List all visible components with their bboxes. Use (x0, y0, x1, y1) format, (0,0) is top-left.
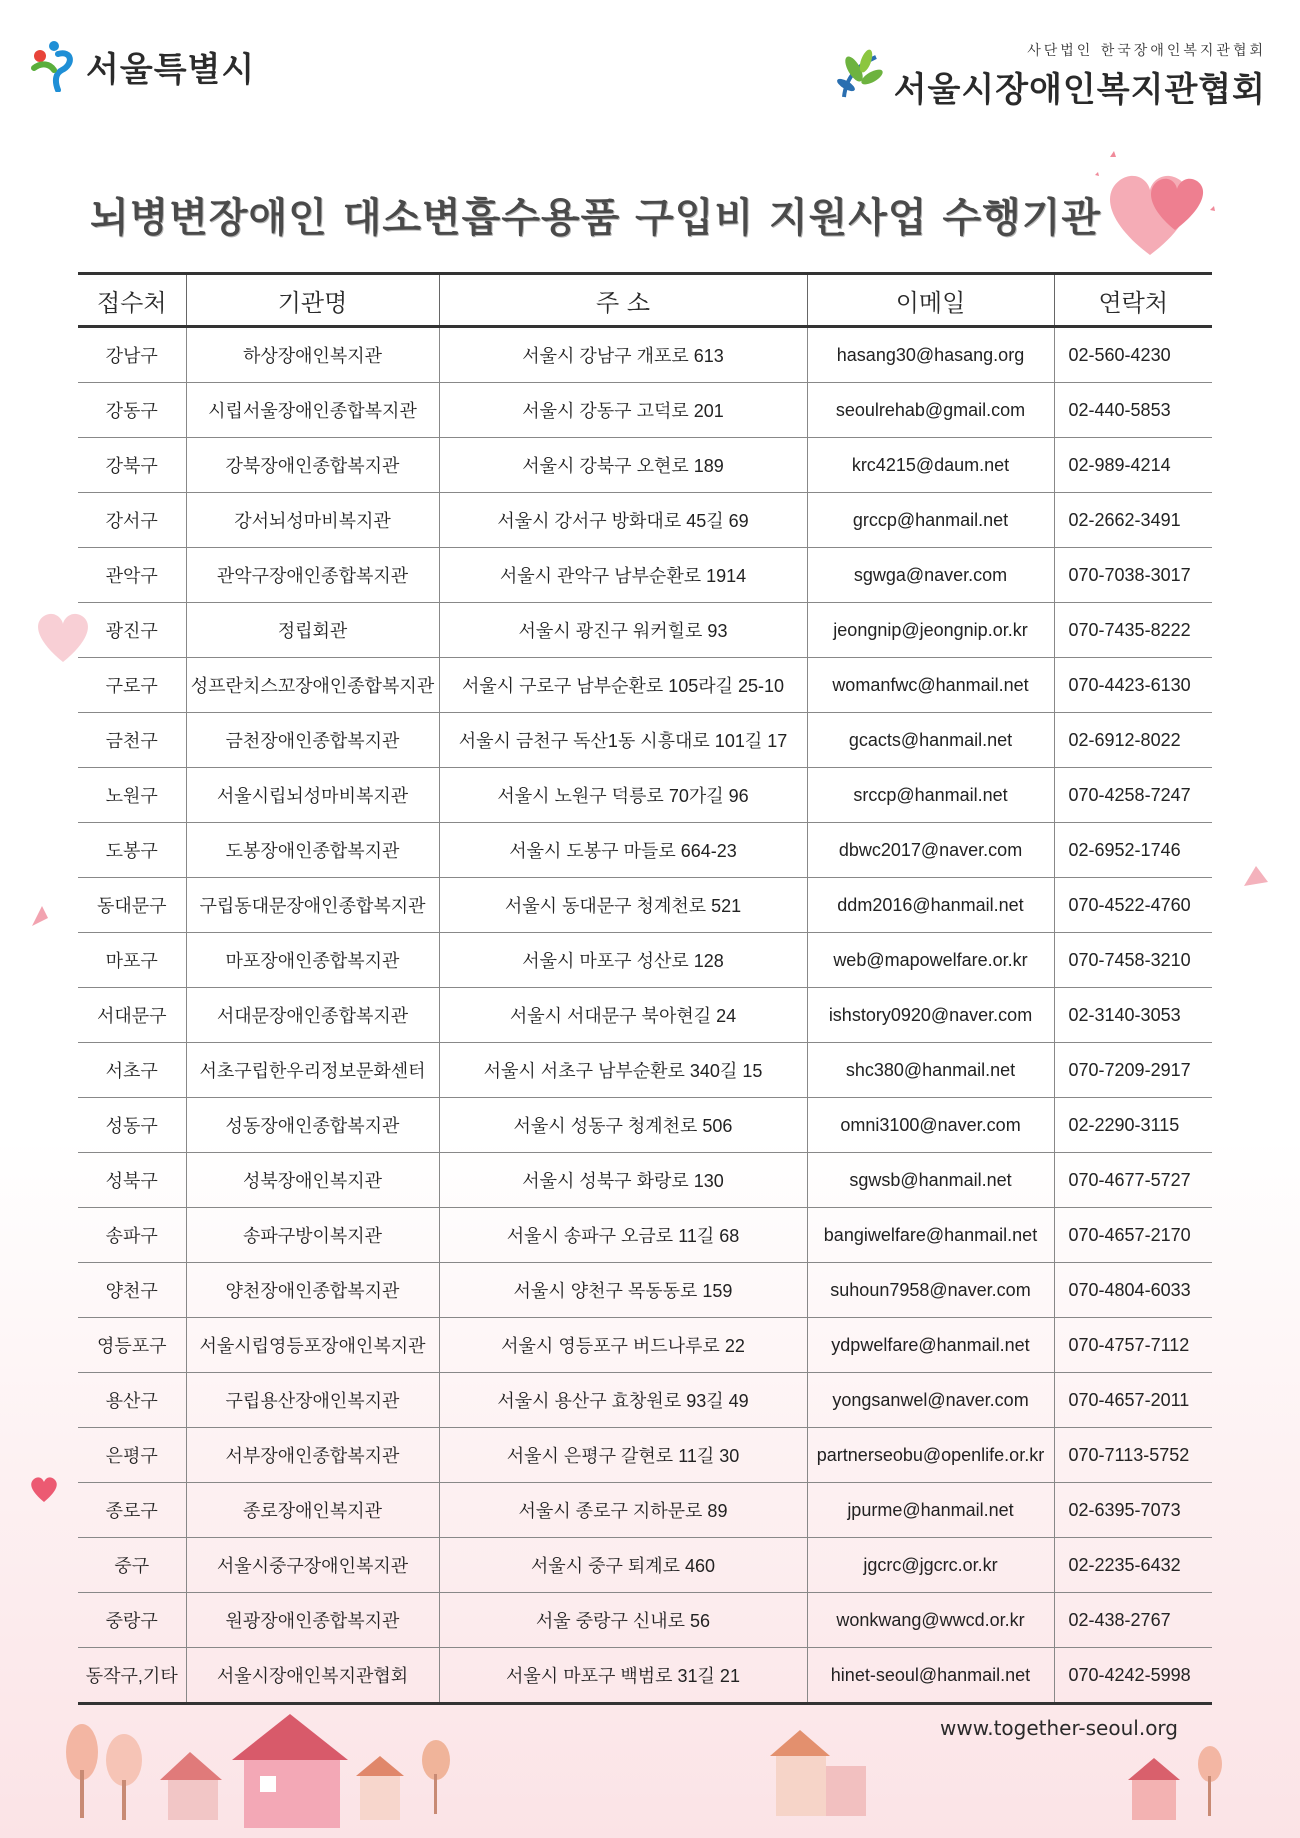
cell-reception: 금천구 (78, 713, 186, 768)
cell-reception: 동대문구 (78, 878, 186, 933)
cell-institution: 서울시중구장애인복지관 (186, 1538, 439, 1593)
cell-institution: 양천장애인종합복지관 (186, 1263, 439, 1318)
seoul-city-name: 서울특별시 (86, 49, 256, 90)
cell-address: 서울시 노원구 덕릉로 70가길 96 (439, 768, 807, 823)
cell-email: bangiwelfare@hanmail.net (807, 1208, 1054, 1263)
cell-institution: 강북장애인종합복지관 (186, 438, 439, 493)
cell-reception: 강북구 (78, 438, 186, 493)
cell-reception: 관악구 (78, 548, 186, 603)
cell-address: 서울 중랑구 신내로 56 (439, 1593, 807, 1648)
cell-institution: 서초구립한우리정보문화센터 (186, 1043, 439, 1098)
cell-email: srccp@hanmail.net (807, 768, 1054, 823)
cell-contact: 02-438-2767 (1054, 1593, 1212, 1648)
cell-address: 서울시 관악구 남부순환로 1914 (439, 548, 807, 603)
table-row (78, 493, 1212, 548)
cell-institution: 서울시립뇌성마비복지관 (186, 768, 439, 823)
cell-contact: 02-560-4230 (1054, 327, 1212, 383)
table-row (78, 1373, 1212, 1428)
cell-reception: 영등포구 (78, 1318, 186, 1373)
house-icon (1128, 1758, 1180, 1780)
cell-contact: 070-4522-4760 (1054, 878, 1212, 933)
association-logo (836, 40, 1266, 111)
table-row (78, 1428, 1212, 1483)
table-row (78, 1648, 1212, 1704)
cell-contact: 02-6395-7073 (1054, 1483, 1212, 1538)
table-row (78, 1263, 1212, 1318)
cell-institution: 종로장애인복지관 (186, 1483, 439, 1538)
cell-institution: 하상장애인복지관 (186, 327, 439, 383)
heart-small-right-icon (1240, 862, 1274, 892)
house-icon (770, 1730, 830, 1756)
seoul-city-logo (28, 40, 255, 92)
cell-email: omni3100@naver.com (807, 1098, 1054, 1153)
table-row (78, 933, 1212, 988)
cell-email: hinet-seoul@hanmail.net (807, 1648, 1054, 1704)
cell-contact: 070-7113-5752 (1054, 1428, 1212, 1483)
cell-reception: 강남구 (78, 327, 186, 383)
house-icon (232, 1714, 348, 1760)
cell-reception: 광진구 (78, 603, 186, 658)
cell-contact: 070-7458-3210 (1054, 933, 1212, 988)
column-header-reception: 접수처 (78, 274, 186, 327)
cell-address: 서울시 중구 퇴계로 460 (439, 1538, 807, 1593)
cell-institution: 관악구장애인종합복지관 (186, 548, 439, 603)
table-row (78, 823, 1212, 878)
cell-reception: 중랑구 (78, 1593, 186, 1648)
page-title: 뇌병변장애인 대소변흡수용품 구입비 지원사업 수행기관 (90, 195, 1102, 241)
table-row (78, 1208, 1212, 1263)
cell-address: 서울시 구로구 남부순환로 105라길 25-10 (439, 658, 807, 713)
cell-contact: 070-4657-2011 (1054, 1373, 1212, 1428)
cell-institution: 성프란치스꼬장애인종합복지관 (186, 658, 439, 713)
heart-small-left-icon (28, 900, 64, 930)
cell-email: dbwc2017@naver.com (807, 823, 1054, 878)
table-row (78, 1153, 1212, 1208)
cell-institution: 도봉장애인종합복지관 (186, 823, 439, 878)
cell-address: 서울시 도봉구 마들로 664-23 (439, 823, 807, 878)
cell-email: partnerseobu@openlife.or.kr (807, 1428, 1054, 1483)
cell-institution: 강서뇌성마비복지관 (186, 493, 439, 548)
cell-address: 서울시 강남구 개포로 613 (439, 327, 807, 383)
column-header-institution: 기관명 (186, 274, 439, 327)
cell-email: sgwga@naver.com (807, 548, 1054, 603)
cell-contact: 070-4677-5727 (1054, 1153, 1212, 1208)
cell-address: 서울시 성동구 청계천로 506 (439, 1098, 807, 1153)
cell-reception: 마포구 (78, 933, 186, 988)
cell-institution: 성동장애인종합복지관 (186, 1098, 439, 1153)
cell-reception: 성북구 (78, 1153, 186, 1208)
cell-reception: 서초구 (78, 1043, 186, 1098)
table-row (78, 988, 1212, 1043)
cell-address: 서울시 송파구 오금로 11길 68 (439, 1208, 807, 1263)
cell-address: 서울시 강동구 고덕로 201 (439, 383, 807, 438)
cell-email: hasang30@hasang.org (807, 327, 1054, 383)
cell-email: ishstory0920@naver.com (807, 988, 1054, 1043)
cell-reception: 강서구 (78, 493, 186, 548)
column-header-address: 주 소 (439, 274, 807, 327)
cell-reception: 서대문구 (78, 988, 186, 1043)
cell-email: seoulrehab@gmail.com (807, 383, 1054, 438)
table-row (78, 1538, 1212, 1593)
association-name: 서울시장애인복지관협회 (893, 70, 1266, 110)
table-row (78, 548, 1212, 603)
hearts-decoration-icon (1080, 135, 1230, 275)
cell-contact: 070-7435-8222 (1054, 603, 1212, 658)
cell-reception: 성동구 (78, 1098, 186, 1153)
cell-contact: 070-4657-2170 (1054, 1208, 1212, 1263)
cell-email: jeongnip@jeongnip.or.kr (807, 603, 1054, 658)
cell-institution: 서울시장애인복지관협회 (186, 1648, 439, 1704)
cell-email: sgwsb@hanmail.net (807, 1153, 1054, 1208)
cell-reception: 양천구 (78, 1263, 186, 1318)
table-row (78, 878, 1212, 933)
heart-red-left-icon (26, 1472, 62, 1506)
table-row (78, 1318, 1212, 1373)
seoul-symbol-icon (28, 40, 80, 92)
cell-address: 서울시 금천구 독산1동 시흥대로 101길 17 (439, 713, 807, 768)
cell-institution: 시립서울장애인종합복지관 (186, 383, 439, 438)
cell-address: 서울시 광진구 워커힐로 93 (439, 603, 807, 658)
cell-address: 서울시 마포구 성산로 128 (439, 933, 807, 988)
cell-institution: 서울시립영등포장애인복지관 (186, 1318, 439, 1373)
institution-table (78, 272, 1212, 1705)
cell-contact: 070-4757-7112 (1054, 1318, 1212, 1373)
cell-email: gcacts@hanmail.net (807, 713, 1054, 768)
house-icon (356, 1756, 404, 1776)
cell-email: ydpwelfare@hanmail.net (807, 1318, 1054, 1373)
cell-institution: 구립용산장애인복지관 (186, 1373, 439, 1428)
cell-email: shc380@hanmail.net (807, 1043, 1054, 1098)
table-row (78, 1593, 1212, 1648)
leaf-icon (836, 47, 886, 105)
cell-contact: 02-6912-8022 (1054, 713, 1212, 768)
cell-address: 서울시 은평구 갈현로 11길 30 (439, 1428, 807, 1483)
cell-address: 서울시 영등포구 버드나루로 22 (439, 1318, 807, 1373)
association-subtitle: 사단법인 한국장애인복지관협회 (1027, 43, 1266, 59)
cell-email: suhoun7958@naver.com (807, 1263, 1054, 1318)
cell-reception: 구로구 (78, 658, 186, 713)
table-row (78, 1483, 1212, 1538)
table-header-row (78, 274, 1212, 327)
cell-reception: 중구 (78, 1538, 186, 1593)
cell-email: ddm2016@hanmail.net (807, 878, 1054, 933)
tree-icon (106, 1734, 142, 1786)
cell-contact: 070-7209-2917 (1054, 1043, 1212, 1098)
cell-reception: 용산구 (78, 1373, 186, 1428)
cell-reception: 노원구 (78, 768, 186, 823)
table-row (78, 438, 1212, 493)
cell-address: 서울시 동대문구 청계천로 521 (439, 878, 807, 933)
cell-reception: 송파구 (78, 1208, 186, 1263)
cell-contact: 070-4258-7247 (1054, 768, 1212, 823)
cell-email: yongsanwel@naver.com (807, 1373, 1054, 1428)
cell-reception: 강동구 (78, 383, 186, 438)
cell-institution: 구립동대문장애인종합복지관 (186, 878, 439, 933)
table-row (78, 327, 1212, 383)
cell-email: jpurme@hanmail.net (807, 1483, 1054, 1538)
cell-contact: 070-4242-5998 (1054, 1648, 1212, 1704)
cell-contact: 070-4804-6033 (1054, 1263, 1212, 1318)
cell-email: web@mapowelfare.or.kr (807, 933, 1054, 988)
cell-address: 서울시 강북구 오현로 189 (439, 438, 807, 493)
cell-email: womanfwc@hanmail.net (807, 658, 1054, 713)
footer-website: www.together-seoul.org (939, 1716, 1178, 1740)
cell-reception: 종로구 (78, 1483, 186, 1538)
cell-institution: 금천장애인종합복지관 (186, 713, 439, 768)
cell-email: wonkwang@wwcd.or.kr (807, 1593, 1054, 1648)
cell-institution: 마포장애인종합복지관 (186, 933, 439, 988)
cell-institution: 서부장애인종합복지관 (186, 1428, 439, 1483)
cell-institution: 송파구방이복지관 (186, 1208, 439, 1263)
cell-institution: 정립회관 (186, 603, 439, 658)
cell-reception: 동작구,기타 (78, 1648, 186, 1704)
table-row (78, 1098, 1212, 1153)
table-row (78, 1043, 1212, 1098)
table-row (78, 383, 1212, 438)
cell-contact: 070-4423-6130 (1054, 658, 1212, 713)
cell-email: grccp@hanmail.net (807, 493, 1054, 548)
cell-contact: 02-2290-3115 (1054, 1098, 1212, 1153)
village-illustration (0, 1700, 1300, 1838)
cell-contact: 02-2662-3491 (1054, 493, 1212, 548)
cell-reception: 도봉구 (78, 823, 186, 878)
cell-institution: 성북장애인복지관 (186, 1153, 439, 1208)
cell-contact: 02-2235-6432 (1054, 1538, 1212, 1593)
cell-contact: 070-7038-3017 (1054, 548, 1212, 603)
cell-contact: 02-440-5853 (1054, 383, 1212, 438)
cell-contact: 02-3140-3053 (1054, 988, 1212, 1043)
cell-address: 서울시 양천구 목동동로 159 (439, 1263, 807, 1318)
cell-institution: 서대문장애인종합복지관 (186, 988, 439, 1043)
table-row (78, 603, 1212, 658)
cell-email: jgcrc@jgcrc.or.kr (807, 1538, 1054, 1593)
cell-address: 서울시 마포구 백범로 31길 21 (439, 1648, 807, 1704)
cell-email: krc4215@daum.net (807, 438, 1054, 493)
column-header-contact: 연락처 (1054, 274, 1212, 327)
cell-address: 서울시 서대문구 북아현길 24 (439, 988, 807, 1043)
page-header (0, 0, 1300, 120)
cell-address: 서울시 용산구 효창원로 93길 49 (439, 1373, 807, 1428)
table-row (78, 658, 1212, 713)
column-header-email: 이메일 (807, 274, 1054, 327)
cell-contact: 02-6952-1746 (1054, 823, 1212, 878)
cell-address: 서울시 강서구 방화대로 45길 69 (439, 493, 807, 548)
cell-contact: 02-989-4214 (1054, 438, 1212, 493)
table-row (78, 713, 1212, 768)
cell-address: 서울시 성북구 화랑로 130 (439, 1153, 807, 1208)
cell-institution: 원광장애인종합복지관 (186, 1593, 439, 1648)
cell-reception: 은평구 (78, 1428, 186, 1483)
cell-address: 서울시 서초구 남부순환로 340길 15 (439, 1043, 807, 1098)
house-icon (160, 1752, 222, 1780)
cell-address: 서울시 종로구 지하문로 89 (439, 1483, 807, 1538)
table-row (78, 768, 1212, 823)
